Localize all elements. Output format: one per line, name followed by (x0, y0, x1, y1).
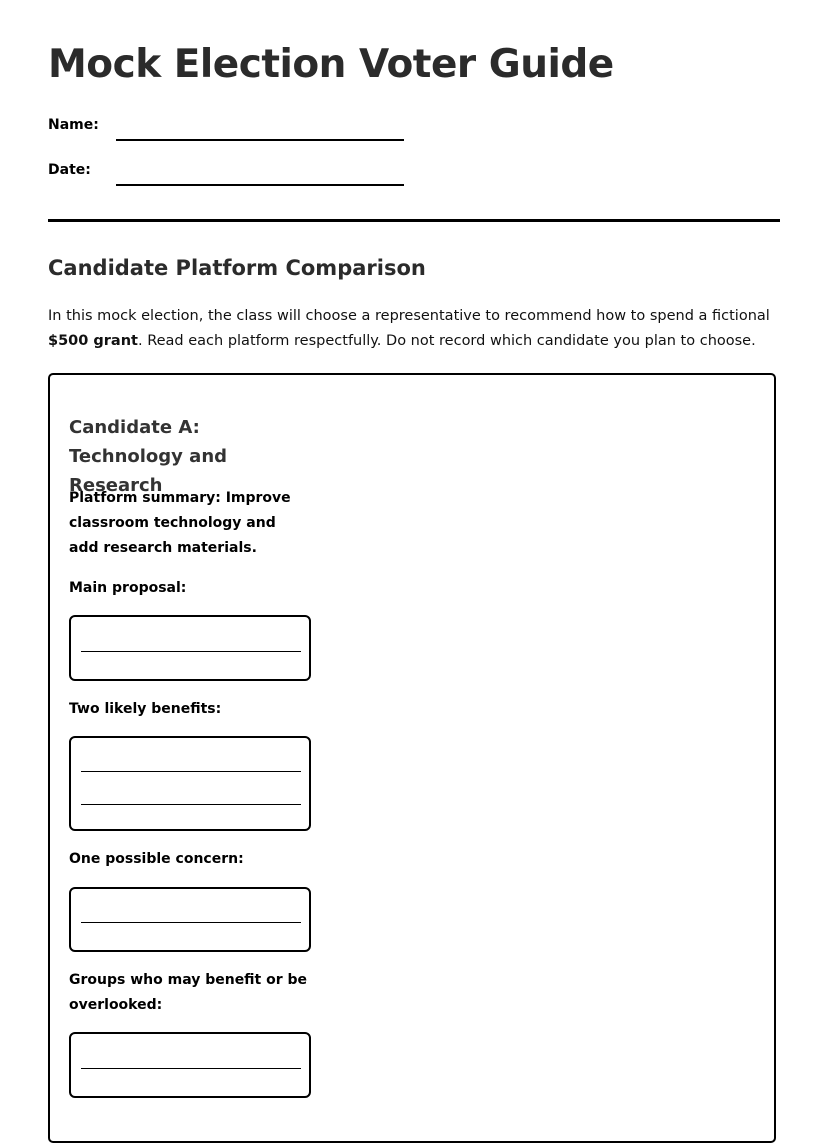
page-title: Mock Election Voter Guide (48, 42, 614, 87)
answer-line (81, 804, 301, 805)
main-proposal-box[interactable] (69, 615, 311, 681)
candidate-a-title: Candidate A: Technology and Research (69, 417, 228, 496)
intro-grant-amount: $500 grant (48, 333, 138, 349)
concern-prompt: One possible concern: (69, 851, 244, 867)
answer-line (81, 922, 301, 923)
intro-text-start: In this mock election, the class will choose a representative to recommend how to spend a fictional (48, 308, 770, 324)
name-label: Name: (48, 117, 99, 133)
concern-box[interactable] (69, 887, 311, 952)
answer-line (81, 651, 301, 652)
date-blank-line[interactable] (116, 184, 404, 186)
date-label: Date: (48, 162, 91, 178)
benefits-prompt: Two likely benefits: (69, 701, 222, 717)
name-blank-line[interactable] (116, 139, 404, 141)
main-proposal-prompt: Main proposal: (69, 580, 187, 596)
candidate-a-summary: Platform summary: Improve classroom technology and add research materials. (69, 490, 291, 556)
name-field-row (48, 117, 408, 145)
intro-paragraph (48, 304, 778, 354)
answer-line (81, 1068, 301, 1069)
benefits-box[interactable] (69, 736, 311, 831)
date-field-row (48, 162, 408, 190)
groups-prompt: Groups who may benefit or be overlooked: (69, 972, 308, 1013)
answer-line (81, 771, 301, 772)
groups-box[interactable] (69, 1032, 311, 1098)
intro-text-end: . Read each platform respectfully. Do not record which candidate you plan to choose. (137, 333, 756, 349)
header-divider (48, 219, 780, 222)
section-title: Candidate Platform Comparison (48, 256, 426, 280)
